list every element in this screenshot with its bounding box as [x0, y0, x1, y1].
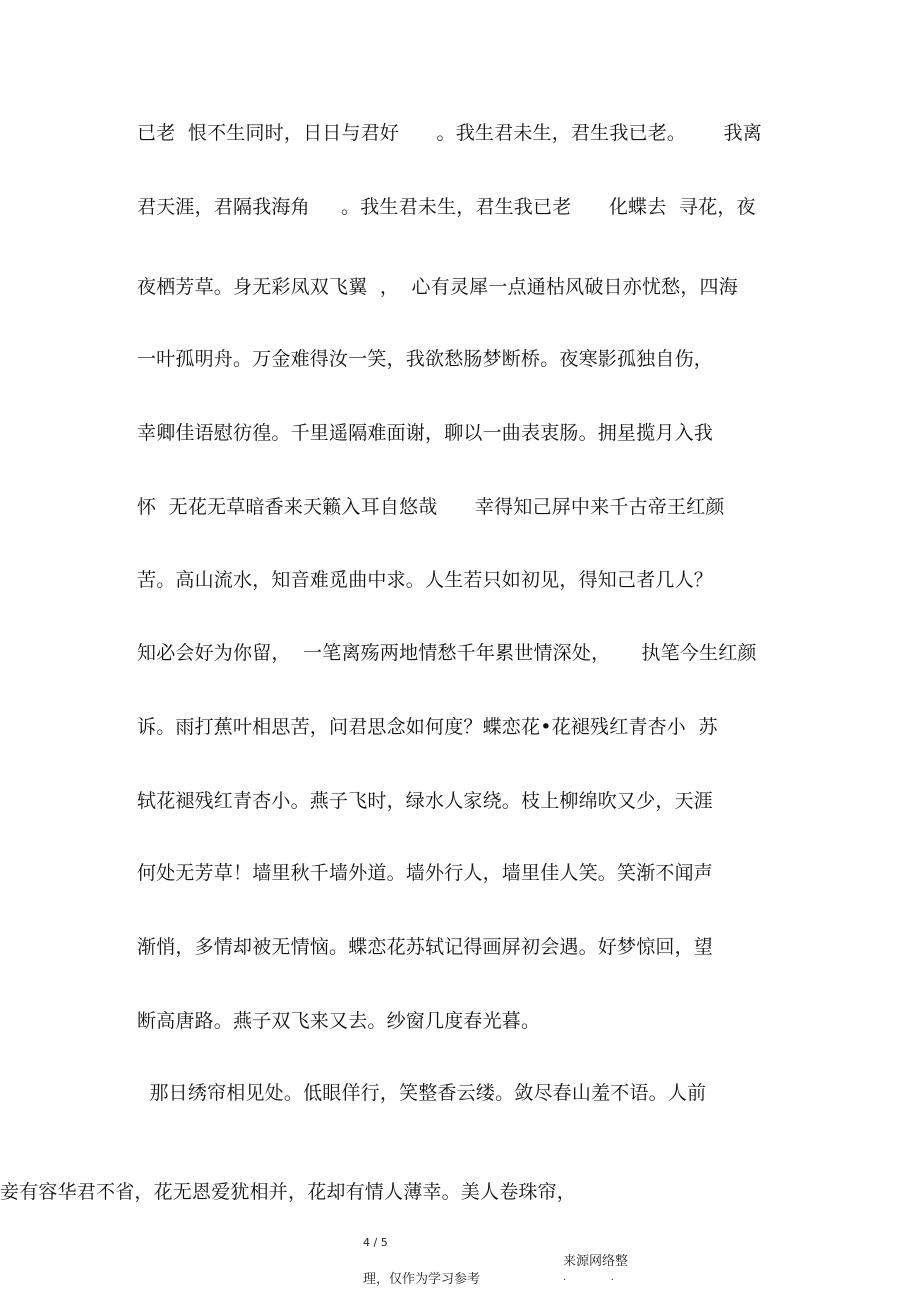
text-line-13: 断高唐路。燕子双飞来又去。纱窗几度春光暮。	[137, 1010, 541, 1032]
text-line-8: 知必会好为你留， 一笔离殇两地情愁千年累世情深处， 执笔今生红颜	[137, 642, 757, 664]
text-line-15: 妾有容华君不省，花无恩爱犹相并，花却有情人薄幸。美人卷珠帘，	[0, 1181, 577, 1203]
footer-dots: . .	[563, 1272, 614, 1283]
text-line-9: 诉。雨打蕉叶相思苦，问君思念如何度？蝶恋花•花褪残红青杏小 苏	[137, 716, 718, 738]
text-line-5: 幸卿佳语慰彷徨。千里遥隔难面谢，聊以一曲表衷肠。拥星揽月入我	[137, 422, 714, 444]
footer-note: 理，仅作为学习参考	[363, 1272, 481, 1287]
text-line-1: 已老 恨不生同时，日日与君好 。我生君未生，君生我已老。 我离	[137, 122, 762, 144]
text-line-4: 一叶孤明舟。万金难得汝一笑，我欲愁肠梦断桥。夜寒影孤独自伤，	[137, 348, 714, 370]
text-line-14: 那日绣帘相见处。低眼佯行，笑整香云缕。敛尽春山羞不语。人前	[137, 1082, 707, 1104]
page-number: 4 / 5	[363, 1236, 388, 1249]
text-line-6: 怀 无花无草暗香来天籁入耳自悠哉 幸得知己屏中来千古帝王红颜	[137, 496, 725, 518]
text-line-2: 君天涯，君隔我海角 。我生君未生，君生我已老 化蝶去 寻花，夜	[137, 196, 756, 218]
text-line-10: 轼花褪残红青杏小。燕子飞时，绿水人家绕。枝上柳绵吹又少，天涯	[137, 790, 714, 812]
text-line-12: 渐悄，多情却被无情恼。蝶恋花苏轼记得画屏初会遇。好梦惊回，望	[137, 936, 714, 958]
text-line-3: 夜栖芳草。身无彩凤双飞翼 ， 心有灵犀一点通枯风破日亦忧愁，四海	[137, 276, 738, 298]
text-line-7: 苦。高山流水，知音难觅曲中求。人生若只如初见，得知己者几人？	[137, 569, 714, 591]
source-text: 来源网络整	[563, 1254, 629, 1269]
text-line-11: 何处无芳草！墙里秋千墙外道。墙外行人，墙里佳人笑。笑渐不闻声	[137, 862, 714, 884]
